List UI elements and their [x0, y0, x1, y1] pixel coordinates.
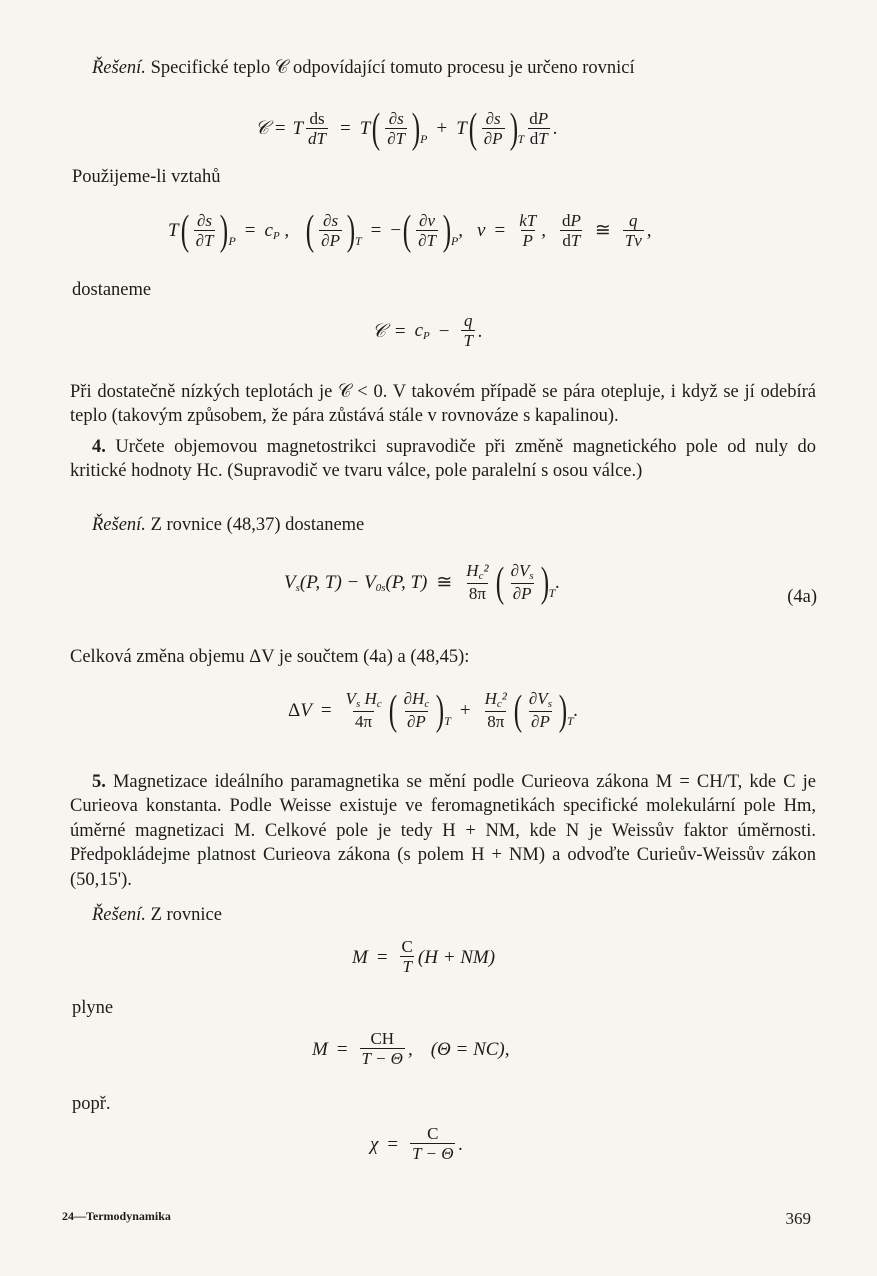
- equation-curie: M = $\frac{C}{T}$ (H + NM): [352, 937, 496, 976]
- equation-specific-heat: 𝒞 = T $\frac{ds}{dT}$ = T ( $\frac{\partial s}{\partial T}$ ) P + T ( $\frac{\partial s}{\partial P}$ ) T $\frac{dP}{dT}$ .: [255, 106, 558, 152]
- equation-relations: T ( $\frac{\partial s}{\partial T}$ ) P = cP , ( $\frac{\partial s}{\partial P}$ ) T = − ( $\frac{\partial v}{\partial T}$ ) P , v = $\frac{kT}{P}$ , $\frac{dP}{dT}$ ≅ $\frac{q}{Tv}$ ,: [168, 208, 652, 254]
- solution-4-text: Z rovnice (48,37) dostaneme: [150, 515, 365, 535]
- solution-label-4: Řešení.: [92, 515, 146, 535]
- footer-signature: 24—Termodynamika: [62, 1209, 171, 1223]
- label-follows: plyne: [72, 998, 114, 1018]
- solution-label: Řešení.: [92, 58, 146, 78]
- problem-5-number: 5.: [92, 772, 106, 792]
- label-we-get: dostaneme: [72, 280, 152, 300]
- equation-result-heat: 𝒞 = cP − $\frac{q}{T}$ .: [372, 311, 483, 350]
- problem-4-text: Určete objemovou magnetostrikci supravodiče při změně magnetického pole od nuly do kritické hodnoty Hc. (Supravodič ve tvaru válce, pole paralelní s osou válce.): [70, 437, 816, 482]
- paragraph-low-temperature: Při dostatečně nízkých teplotách je 𝒞 < 0. V takovém případě se pára otepluje, i když se jí odebírá teplo (takovým způsobem, že pára zůstává stále v rovnováze s kapalinou).: [70, 382, 816, 427]
- label-or: popř.: [72, 1094, 111, 1114]
- paragraph-solution-5: [70, 903, 816, 927]
- problem-5-text: Magnetizace ideálního paramagnetika se mění podle Curieova zákona M = CH/T, kde C je Curieova konstanta. Podle Weisse existuje ve feromagnetikách specifické molekulární pole Hm, úměrné magnetizaci M. Celkové pole je tedy H + NM, kde N je Weissův faktor úměrnosti. Předpokládejme platnost Curieova zákona (s polem H + NM) a odvoďte Curieův-Weissův zákon (50,15').: [70, 772, 816, 890]
- paragraph-problem-4: [70, 435, 816, 484]
- paragraph-solution-intro: [70, 56, 816, 80]
- paragraph-total-volume-change: Celková změna objemu ΔV je součtem (4a) a (48,45):: [70, 647, 470, 667]
- solution-text: Specifické teplo 𝒞 odpovídající tomuto procesu je určeno rovnicí: [150, 58, 635, 78]
- label-use-relations: Použijeme-li vztahů: [72, 167, 221, 187]
- solution-5-text: Z rovnice: [150, 905, 222, 925]
- paragraph-solution-4: [70, 513, 816, 537]
- page-number: 369: [785, 1209, 811, 1228]
- paragraph-problem-5: [70, 770, 816, 892]
- problem-4-number: 4.: [92, 437, 106, 457]
- solution-label-5: Řešení.: [92, 905, 146, 925]
- equation-number-4a: (4a): [787, 587, 817, 607]
- equation-4a: Vs(P, T) − V0s(P, T) ≅ $\frac{\text{Hc²}}{8\pi}$ ( $\frac{\partial Vs}{\partial P}$ ) T .: [284, 560, 561, 606]
- equation-curie-weiss: M = $\frac{CH}{T - \Theta}$ , (Θ = NC),: [312, 1029, 510, 1068]
- equation-susceptibility: χ = $\frac{C}{T - \Theta}$ .: [370, 1124, 464, 1163]
- equation-delta-v: Δ V = $\frac{\text{Vs Hc}}{4\pi}$ ( $\frac{\partial Hc}{\partial P}$ ) T + $\frac{\text{Hc²}}{8\pi}$ ( $\frac{\partial Vs}{\partial P}$ ) T .: [288, 688, 579, 734]
